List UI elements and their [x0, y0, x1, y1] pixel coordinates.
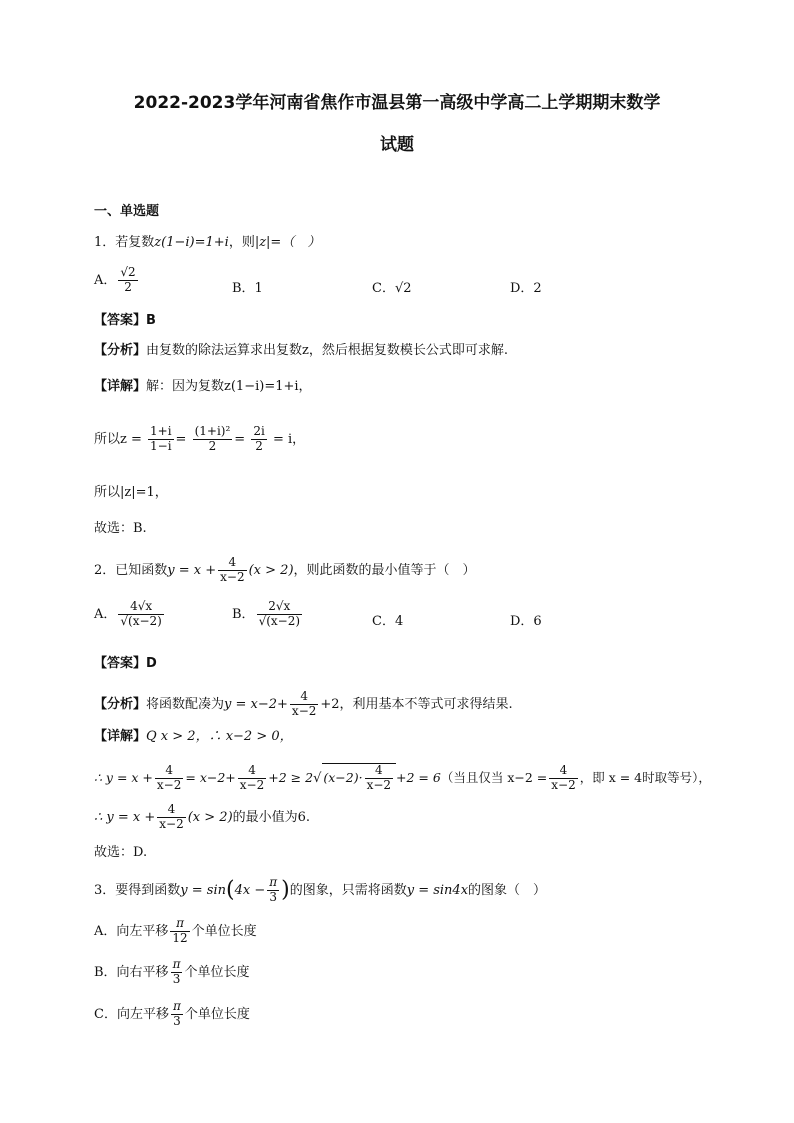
option-post: 个单位长度 [191, 923, 257, 939]
frac-num: π [172, 999, 181, 1013]
analysis-post: +2，利用基本不等式可求得结果. [320, 696, 513, 712]
frac-den: x−2 [156, 777, 182, 792]
frac-den: 3 [267, 890, 279, 905]
frac-num: 2i [253, 424, 265, 438]
q2-prefix: 2．已知函数 [94, 562, 168, 578]
question-1-stem [94, 236, 320, 249]
paren-open: ( [225, 877, 235, 903]
q2-step2-frac [157, 803, 185, 832]
document-title: 2022-2023学年河南省焦作市温县第一高级中学高二上学期期末数学 [133, 93, 661, 113]
frac-num: 4 [300, 689, 308, 703]
frac-den: 3 [171, 1014, 183, 1029]
step-prefix: ∴ y = x + [94, 769, 153, 785]
q1-detail [94, 380, 312, 393]
q1-step1: 所以z = $\frac{1+i}{1-i}$ = $\frac{\text{(1+i)²}}{2}$ = $\frac{2i}{2}$ = i， [94, 424, 306, 453]
frac-num: 4 [165, 763, 173, 777]
q3-stem-frac [267, 876, 279, 905]
q1-option-a-frac [118, 266, 137, 295]
q3-option-c-frac [171, 1000, 183, 1029]
frac-den: x−2 [366, 777, 392, 792]
sqrt-text: (x−2)· [323, 769, 363, 785]
step-note-pre: （当且仅当 x−2 = [440, 769, 548, 785]
q1-step1-frac1 [148, 425, 174, 454]
step-prefix: ∴ y = x + [94, 809, 156, 825]
step-suffix: = i， [272, 431, 306, 447]
q2-step1-frac1 [155, 764, 183, 793]
analysis-pre: 将函数配凑为 [146, 696, 225, 712]
q3-prefix: 3．要得到函数 [94, 882, 181, 898]
frac-den: 3 [171, 972, 183, 987]
q2-option-c: C．4 [372, 614, 404, 629]
analysis-label: 【分析】 [94, 343, 147, 358]
q3-option-c [94, 1000, 250, 1029]
q2-step2 [94, 803, 310, 832]
option-pre: C．向左平移 [94, 1006, 169, 1022]
frac-num: 2√x [268, 599, 291, 613]
question-3-stem [94, 876, 546, 905]
q1-prefix: 1．若复数 [94, 235, 155, 250]
frac-num: 4 [167, 802, 176, 816]
q2-cond: (x > 2) [248, 562, 294, 578]
q3-option-b-frac [171, 958, 183, 987]
q3-y2: y = sin4x [406, 882, 469, 898]
step-note-post: ，即 x = 4时取等号）， [579, 769, 711, 785]
q2-detail [94, 730, 293, 743]
q1-step1-frac3 [251, 425, 266, 454]
option-pre: B．向右平移 [94, 964, 169, 980]
frac-den: x−2 [551, 777, 576, 792]
detail-text: Q x > 2，∴ x−2 > 0， [146, 729, 293, 744]
q2-answer: 【答案】D [94, 656, 157, 671]
q3-option-a [94, 917, 257, 946]
q1-answer: 【答案】B [94, 313, 156, 328]
frac-den: √(x−2) [120, 613, 162, 628]
step-mid1: = x−2+ [185, 769, 236, 785]
q1-option-b: B．1 [232, 281, 263, 296]
question-2-stem [94, 556, 476, 585]
q3-option-b [94, 958, 249, 987]
q3-arg: 4x − [234, 882, 266, 898]
q3-suffix: 的图象（ ） [468, 882, 547, 898]
q1-step2: 所以|z|=1， [94, 485, 168, 500]
frac-den: x−2 [239, 777, 265, 792]
detail-text: 解：因为复数z(1−i)=1+i， [146, 379, 312, 394]
frac-den: √(x−2) [258, 613, 301, 628]
analysis-label: 【分析】 [94, 696, 147, 712]
q2-step1-frac4 [549, 764, 577, 793]
q2-option-a-label: A． [94, 606, 117, 622]
q1-option-d: D．2 [510, 281, 542, 296]
q2-step1 [94, 763, 711, 793]
q2-option-a-frac [118, 600, 163, 629]
frac-num: √2 [120, 265, 136, 279]
frac-num: π [176, 916, 184, 930]
frac-num: 4 [559, 763, 568, 777]
frac-den: x−2 [220, 569, 245, 584]
q1-conclusion: 故选：B. [94, 521, 147, 536]
frac-num: 4√x [130, 599, 153, 613]
frac-num: 4 [248, 763, 256, 777]
frac-num: 4 [374, 763, 383, 777]
frac-den: 1−i [150, 438, 172, 453]
frac-num: 1+i [150, 424, 172, 438]
frac-den: 2 [193, 439, 233, 454]
section-heading: 一、单选题 [94, 204, 160, 219]
step-mid2: +2 ≥ 2 [268, 769, 314, 785]
q2-step1-frac3 [365, 764, 393, 793]
q1-option-a [94, 266, 140, 295]
analysis-text: 由复数的除法运算求出复数z，然后根据复数模长公式即可求解. [146, 343, 508, 358]
frac-den: 2 [251, 439, 266, 454]
detail-label: 【详解】 [94, 729, 147, 744]
q2-option-b [232, 600, 304, 629]
option-post: 个单位长度 [184, 1006, 250, 1022]
q2-analysis [94, 690, 513, 719]
q3-mid: 的图象，只需将函数 [289, 882, 407, 898]
q2-option-a [94, 600, 166, 629]
q2-y: y = x + [167, 562, 217, 578]
document-title-line2: 试题 [380, 135, 414, 155]
q2-option-b-label: B． [232, 606, 255, 622]
option-post: 个单位长度 [184, 964, 250, 980]
frac-den: x−2 [159, 816, 184, 831]
q2-option-d: D．6 [510, 614, 542, 629]
frac-den: x−2 [291, 703, 317, 718]
step-prefix: 所以z = [94, 431, 142, 447]
q1-abs: |z|=（ ） [254, 235, 321, 250]
q1-mid: ，则 [228, 235, 255, 250]
q1-option-a-label: A． [94, 272, 117, 288]
frac-num: 4 [228, 555, 237, 569]
q2-step1-frac2 [238, 764, 266, 793]
q2-stem-frac [218, 556, 246, 585]
q1-step1-frac2 [193, 425, 233, 454]
q1-analysis [94, 344, 508, 357]
step-cond: (x > 2) [187, 809, 233, 825]
q2-conclusion: 故选：D. [94, 845, 148, 860]
frac-num: (1+i)² [194, 424, 231, 438]
q2-option-b-frac [257, 600, 302, 629]
q2-analysis-frac [290, 690, 318, 719]
radical-sign: √ [313, 770, 322, 786]
option-pre: A．向左平移 [94, 923, 169, 939]
paren-close: ) [281, 877, 290, 903]
q1-expr: z(1−i)=1+i [154, 235, 229, 250]
q3-option-a-frac [170, 917, 189, 946]
frac-den: 2 [118, 280, 137, 295]
sqrt-content [322, 763, 396, 793]
q3-y: y = sin [180, 882, 226, 898]
frac-num: π [269, 875, 278, 889]
step-mid3: +2 = 6 [396, 769, 441, 785]
frac-num: π [172, 957, 181, 971]
q2-suffix: ，则此函数的最小值等于（ ） [293, 562, 476, 578]
frac-den: 12 [172, 930, 188, 945]
step-suffix: 的最小值为6. [232, 809, 311, 825]
detail-label: 【详解】 [94, 379, 147, 394]
q1-option-c: C．√2 [372, 281, 412, 296]
analysis-y: y = x−2+ [224, 696, 288, 712]
